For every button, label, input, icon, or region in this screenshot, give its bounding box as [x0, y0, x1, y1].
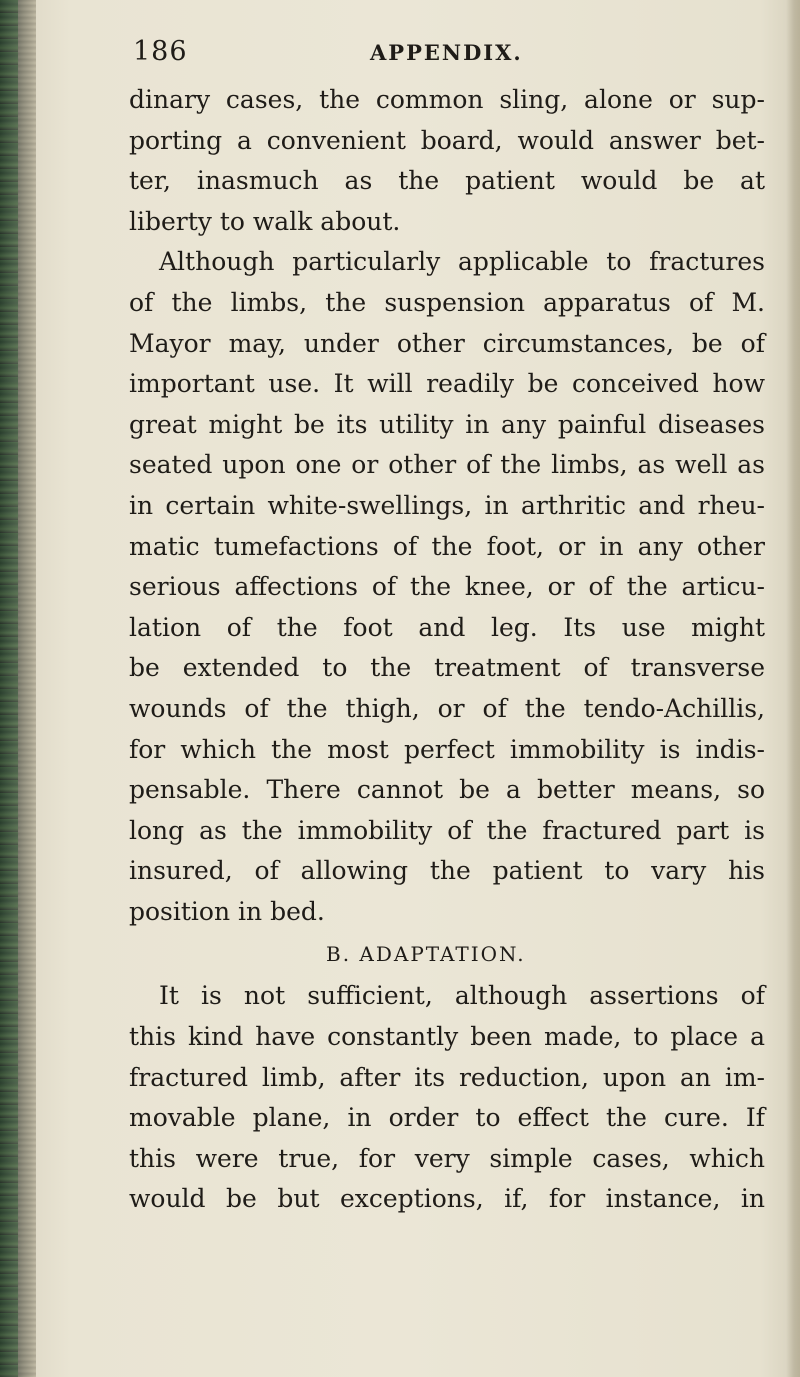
text-line: this were true, for very simple cases, which [129, 1143, 765, 1173]
body-text [129, 80, 765, 1220]
text-line: of the limbs, the suspension apparatus of M. [129, 287, 765, 317]
text-line: lation of the foot and leg. Its use might [129, 612, 765, 642]
text-line: matic tumefactions of the foot, or in any other [129, 531, 765, 561]
running-head: APPENDIX. [370, 40, 523, 65]
text-line: pensable. There cannot be a better means, so [129, 775, 765, 805]
page-number: 186 [133, 36, 188, 67]
text-line: ter, inasmuch as the patient would be at [129, 166, 765, 196]
book-binding [0, 0, 36, 1377]
text-line: liberty to walk about. [129, 206, 401, 236]
text-line: this kind have constantly been made, to place a [129, 1022, 765, 1052]
text-line: Although particularly applicable to fractures [159, 247, 765, 277]
text-line: dinary cases, the common sling, alone or sup- [129, 85, 765, 114]
text-line: fractured limb, after its reduction, upon an im- [129, 1062, 765, 1092]
text-line: important use. It will readily be conceived how [129, 369, 765, 399]
text-line: seated upon one or other of the limbs, as well as [129, 450, 765, 480]
text-line: It is not sufficient, although assertions of [159, 981, 765, 1011]
text-line: in certain white-swellings, in arthritic and rheu- [129, 490, 765, 520]
text-line: position in bed. [129, 896, 325, 926]
text-line: porting a convenient board, would answer bet- [129, 125, 765, 155]
text-line: movable plane, in order to effect the cure. If [129, 1103, 765, 1133]
text-line: wounds of the thigh, or of the tendo-Achillis, [129, 693, 765, 723]
text-line: great might be its utility in any painful diseases [129, 409, 765, 439]
text-line: Mayor may, under other circumstances, be of [129, 328, 765, 358]
page-edge [786, 0, 800, 1377]
text-line: serious affections of the knee, or of the articu- [129, 572, 765, 602]
page-header [0, 34, 800, 74]
text-line: insured, of allowing the patient to vary his [129, 856, 765, 886]
section-heading: B. ADAPTATION. [326, 942, 526, 967]
text-line: would be but exceptions, if, for instance, in [129, 1184, 765, 1214]
text-line: for which the most perfect immobility is indis- [129, 734, 765, 764]
text-line: long as the immobility of the fractured part is [129, 815, 765, 845]
text-line: be extended to the treatment of transverse [129, 653, 765, 683]
